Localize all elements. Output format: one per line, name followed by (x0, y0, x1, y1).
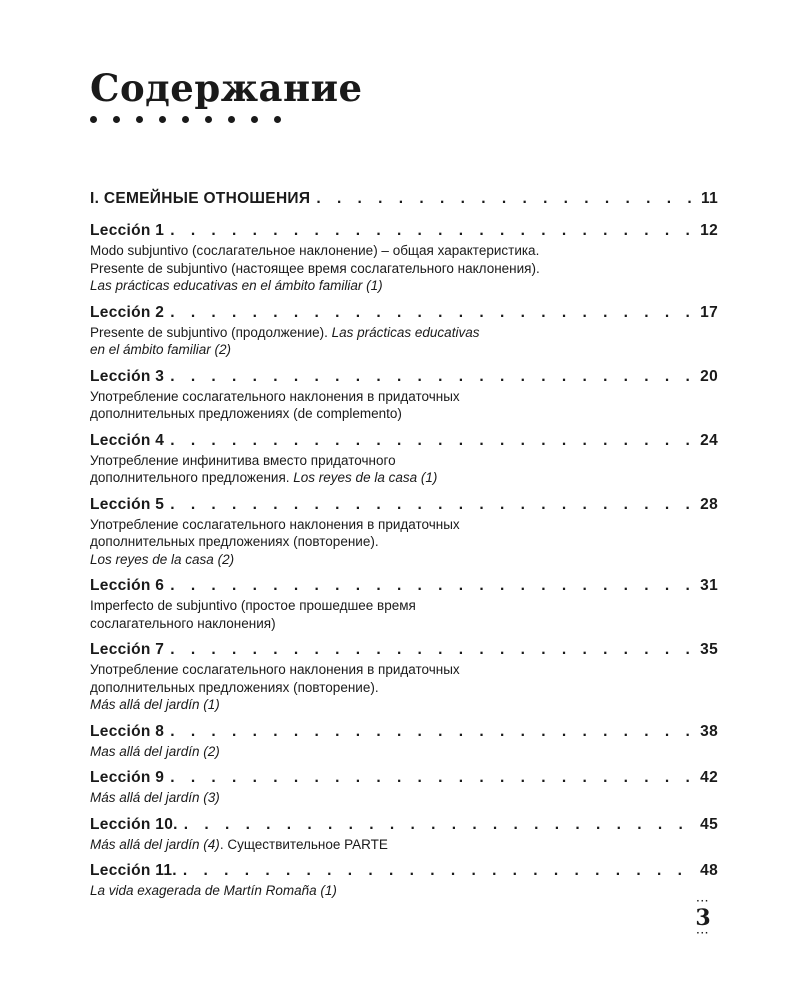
italic-title-text: Los reyes de la casa (1) (293, 470, 438, 485)
lesson-description-line (90, 551, 718, 569)
italic-title-text: Mas allá del jardín (2) (90, 743, 220, 759)
italic-title-text: Las prácticas educativas en el ámbito familiar (1) (90, 278, 383, 293)
footer-dots-top: ··· (696, 896, 710, 907)
toc-entry-heading (90, 721, 718, 743)
toc-entry[interactable] (90, 494, 718, 569)
lesson-description-line (90, 789, 718, 807)
part-page-number: 11 (701, 190, 718, 207)
italic-title-text: Las prácticas educativas (331, 324, 480, 340)
toc-entry[interactable] (90, 814, 718, 854)
lesson-page-number: 48 (700, 862, 718, 879)
lesson-page-number: 28 (700, 495, 718, 513)
page-number-footer (690, 898, 716, 938)
lesson-description-line (90, 452, 718, 470)
description-text: Употребление сослагательного наклонения в придаточных (90, 516, 460, 532)
lesson-page-number: 17 (700, 303, 718, 321)
lesson-description-line (90, 469, 718, 487)
toc-entry[interactable] (90, 721, 718, 761)
lesson-description-line (90, 615, 718, 633)
lesson-description-line (90, 388, 718, 406)
description-text: дополнительных предложениях (повторение). (90, 534, 379, 549)
lesson-label: Lección 6 (90, 577, 165, 594)
toc-entry[interactable] (90, 366, 718, 423)
lesson-description-line (90, 242, 718, 260)
lesson-label: Lección 3 (90, 367, 165, 385)
description-text: . Существительное PARTE (219, 836, 388, 852)
dot-leader (170, 639, 692, 661)
dot-leader (170, 366, 692, 388)
lesson-label: Lección 5 (90, 495, 165, 513)
lesson-list (90, 220, 718, 900)
lesson-description-line (90, 661, 718, 679)
lesson-description-line (90, 324, 718, 342)
description-text: дополнительного предложения. (90, 470, 294, 485)
italic-title-text: Más allá del jardín (1) (90, 697, 220, 712)
lesson-page-number: 35 (700, 641, 718, 658)
lesson-description-line (90, 696, 718, 714)
italic-title-text: Más allá del jardín (3) (90, 790, 220, 805)
lesson-label: Lección 1 (90, 222, 165, 239)
italic-title-text: en el ámbito familiar (2) (90, 342, 232, 357)
toc-entry[interactable] (90, 639, 718, 714)
lesson-description-line (90, 260, 718, 278)
lesson-description-line (90, 882, 718, 900)
description-text: Modo subjuntivo (сослагательное наклонение) – общая характеристика. (90, 243, 540, 258)
lesson-description-line (90, 516, 718, 534)
lesson-label: Lección 9 (90, 769, 165, 786)
lesson-label: Lección 10. (90, 815, 178, 833)
part-label: I. СЕМЕЙНЫЕ ОТНОШЕНИЯ (90, 190, 311, 207)
lesson-label: Lección 11. (90, 862, 177, 879)
dot-leader (316, 188, 692, 210)
dot-leader (170, 767, 692, 789)
lesson-page-number: 42 (700, 769, 718, 786)
description-text: дополнительных предложениях (повторение). (90, 679, 379, 695)
toc-entry-heading (90, 575, 718, 597)
lesson-page-number: 31 (700, 577, 718, 594)
toc-entry-heading (90, 860, 718, 882)
toc-entry[interactable] (90, 575, 718, 632)
toc-entry-heading (90, 494, 718, 516)
dot-leader (170, 430, 692, 452)
title-dot-ornament (90, 110, 297, 118)
toc-entry-heading (90, 639, 718, 661)
lesson-label: Lección 2 (90, 303, 165, 321)
description-text: Употребление сослагательного наклонения в придаточных (90, 662, 460, 677)
lesson-description-line (90, 836, 718, 854)
description-text: дополнительных предложениях (de complemento) (90, 406, 402, 421)
lesson-page-number: 45 (700, 815, 718, 833)
dot-leader (170, 220, 692, 242)
description-text: Presente de subjuntivo (продолжение). (90, 324, 332, 340)
description-text: Presente de subjuntivo (настоящее время сослагательного наклонения). (90, 260, 540, 276)
lesson-description-line (90, 533, 718, 551)
table-of-contents (90, 188, 718, 907)
toc-entry[interactable] (90, 767, 718, 807)
toc-part-heading[interactable] (90, 188, 718, 210)
lesson-description-line (90, 597, 718, 615)
lesson-label: Lección 8 (90, 722, 165, 740)
toc-entry[interactable] (90, 430, 718, 487)
toc-entry[interactable] (90, 302, 718, 359)
italic-title-text: Más allá del jardín (4) (90, 836, 220, 852)
lesson-description-line (90, 743, 718, 761)
lesson-label: Lección 4 (90, 431, 165, 449)
lesson-description-line (90, 341, 718, 359)
dot-leader (170, 575, 692, 597)
lesson-page-number: 20 (700, 367, 718, 385)
footer-dots-bottom: ··· (696, 928, 710, 939)
dot-leader (170, 721, 692, 743)
lesson-page-number: 12 (700, 222, 718, 239)
dot-leader (170, 302, 692, 324)
page-number: 3 (695, 905, 711, 931)
toc-entry[interactable] (90, 860, 718, 900)
dot-leader (184, 814, 692, 836)
toc-entry-heading (90, 767, 718, 789)
description-text: сослагательного наклонения) (90, 615, 276, 631)
toc-entry[interactable] (90, 220, 718, 295)
lesson-description-line (90, 277, 718, 295)
italic-title-text: La vida exagerada de Martín Romaña (1) (90, 883, 337, 898)
toc-entry-heading (90, 814, 718, 836)
toc-entry-heading (90, 302, 718, 324)
description-text: Imperfecto de subjuntivo (простое прошедшее время (90, 598, 416, 613)
toc-entry-heading (90, 366, 718, 388)
lesson-page-number: 38 (700, 722, 718, 740)
description-text: Употребление сослагательного наклонения в придаточных (90, 388, 460, 404)
italic-title-text: Los reyes de la casa (2) (90, 551, 235, 567)
lesson-label: Lección 7 (90, 641, 165, 658)
page-title: Содержание (90, 66, 363, 110)
lesson-description-line (90, 405, 718, 423)
lesson-page-number: 24 (700, 431, 718, 449)
toc-entry-heading (90, 430, 718, 452)
description-text: Употребление инфинитива вместо придаточного (90, 452, 396, 468)
toc-entry-heading (90, 220, 718, 242)
dot-leader (170, 494, 692, 516)
lesson-description-line (90, 679, 718, 697)
dot-leader (183, 860, 692, 882)
